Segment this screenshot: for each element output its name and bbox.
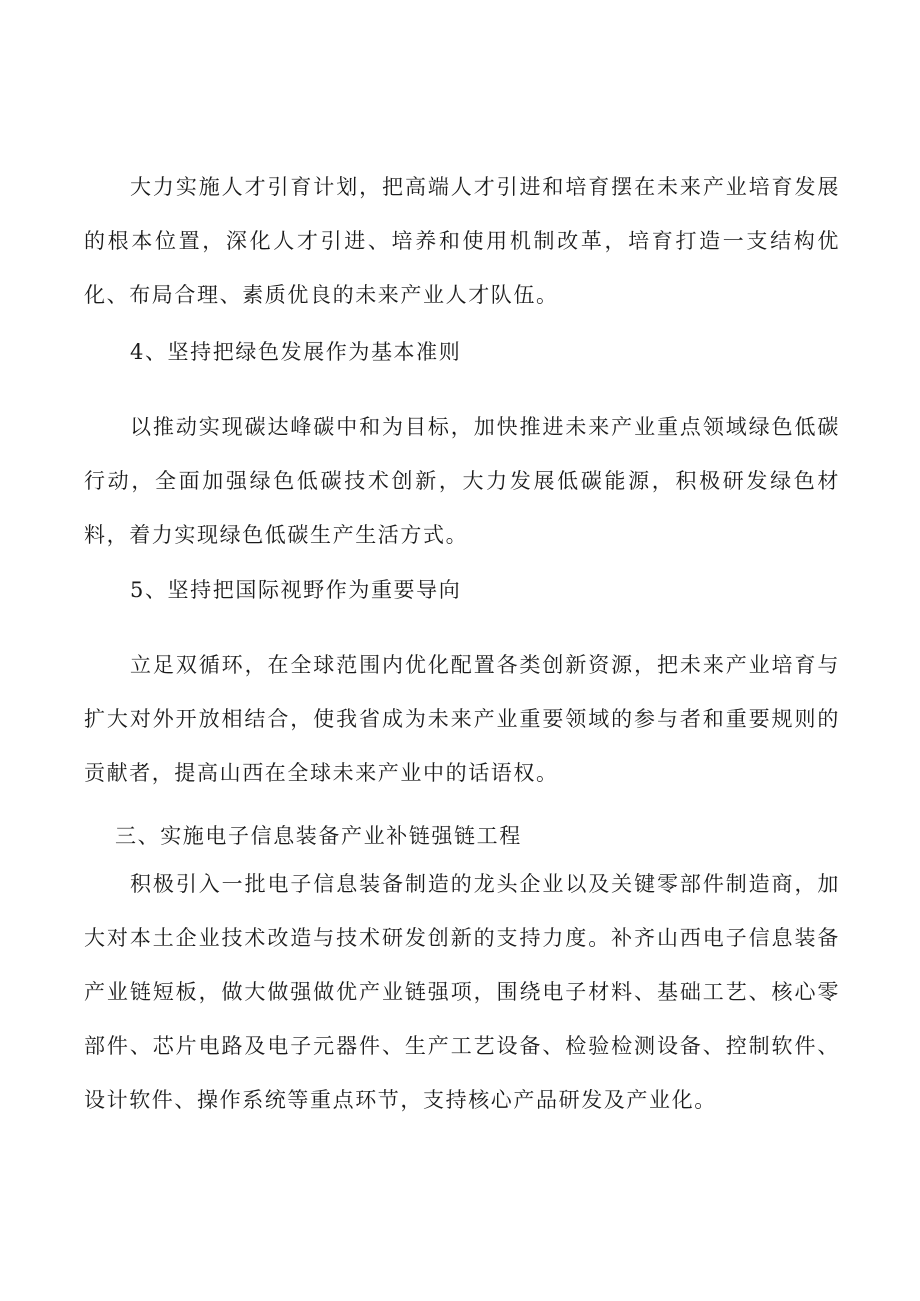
paragraph-carbon-neutral: 以推动实现碳达峰碳中和为目标，加快推进未来产业重点领域绿色低碳行动，全面加强绿色低碳技术创新，大力发展低碳能源，积极研发绿色材料，着力实现绿色低碳生产生活方式。 [84,415,840,547]
paragraph-electronics-chain: 积极引入一批电子信息装备制造的龙头企业以及关键零部件制造商，加大对本土企业技术改造与技术研发创新的支持力度。补齐山西电子信息装备产业链短板，做大做强做优产业链强项，围绕电子材料、基础工艺、核心零部件、芯片电路及电子元器件、生产工艺设备、检验检测设备、控制软件、设计软件、操作系统等重点环节，支持核心产品研发及产业化。 [84,872,840,1112]
paragraph-dual-circulation: 立足双循环，在全球范围内优化配置各类创新资源，把未来产业培育与扩大对外开放相结合，使我省成为未来产业重要领域的参与者和重要规则的贡献者，提高山西在全球未来产业中的话语权。 [84,653,840,785]
heading-international-vision: 5、坚持把国际视野作为重要导向 [130,578,462,602]
paragraph-talent-plan: 大力实施人才引育计划，把高端人才引进和培育摆在未来产业培育发展的根本位置，深化人才引进、培养和使用机制改革，培育打造一支结构优化、布局合理、素质优良的未来产业人才队伍。 [84,175,840,307]
section-heading-electronics: 三、实施电子信息装备产业补链强链工程 [115,824,522,848]
heading-green-development: 4、坚持把绿色发展作为基本准则 [130,340,462,364]
